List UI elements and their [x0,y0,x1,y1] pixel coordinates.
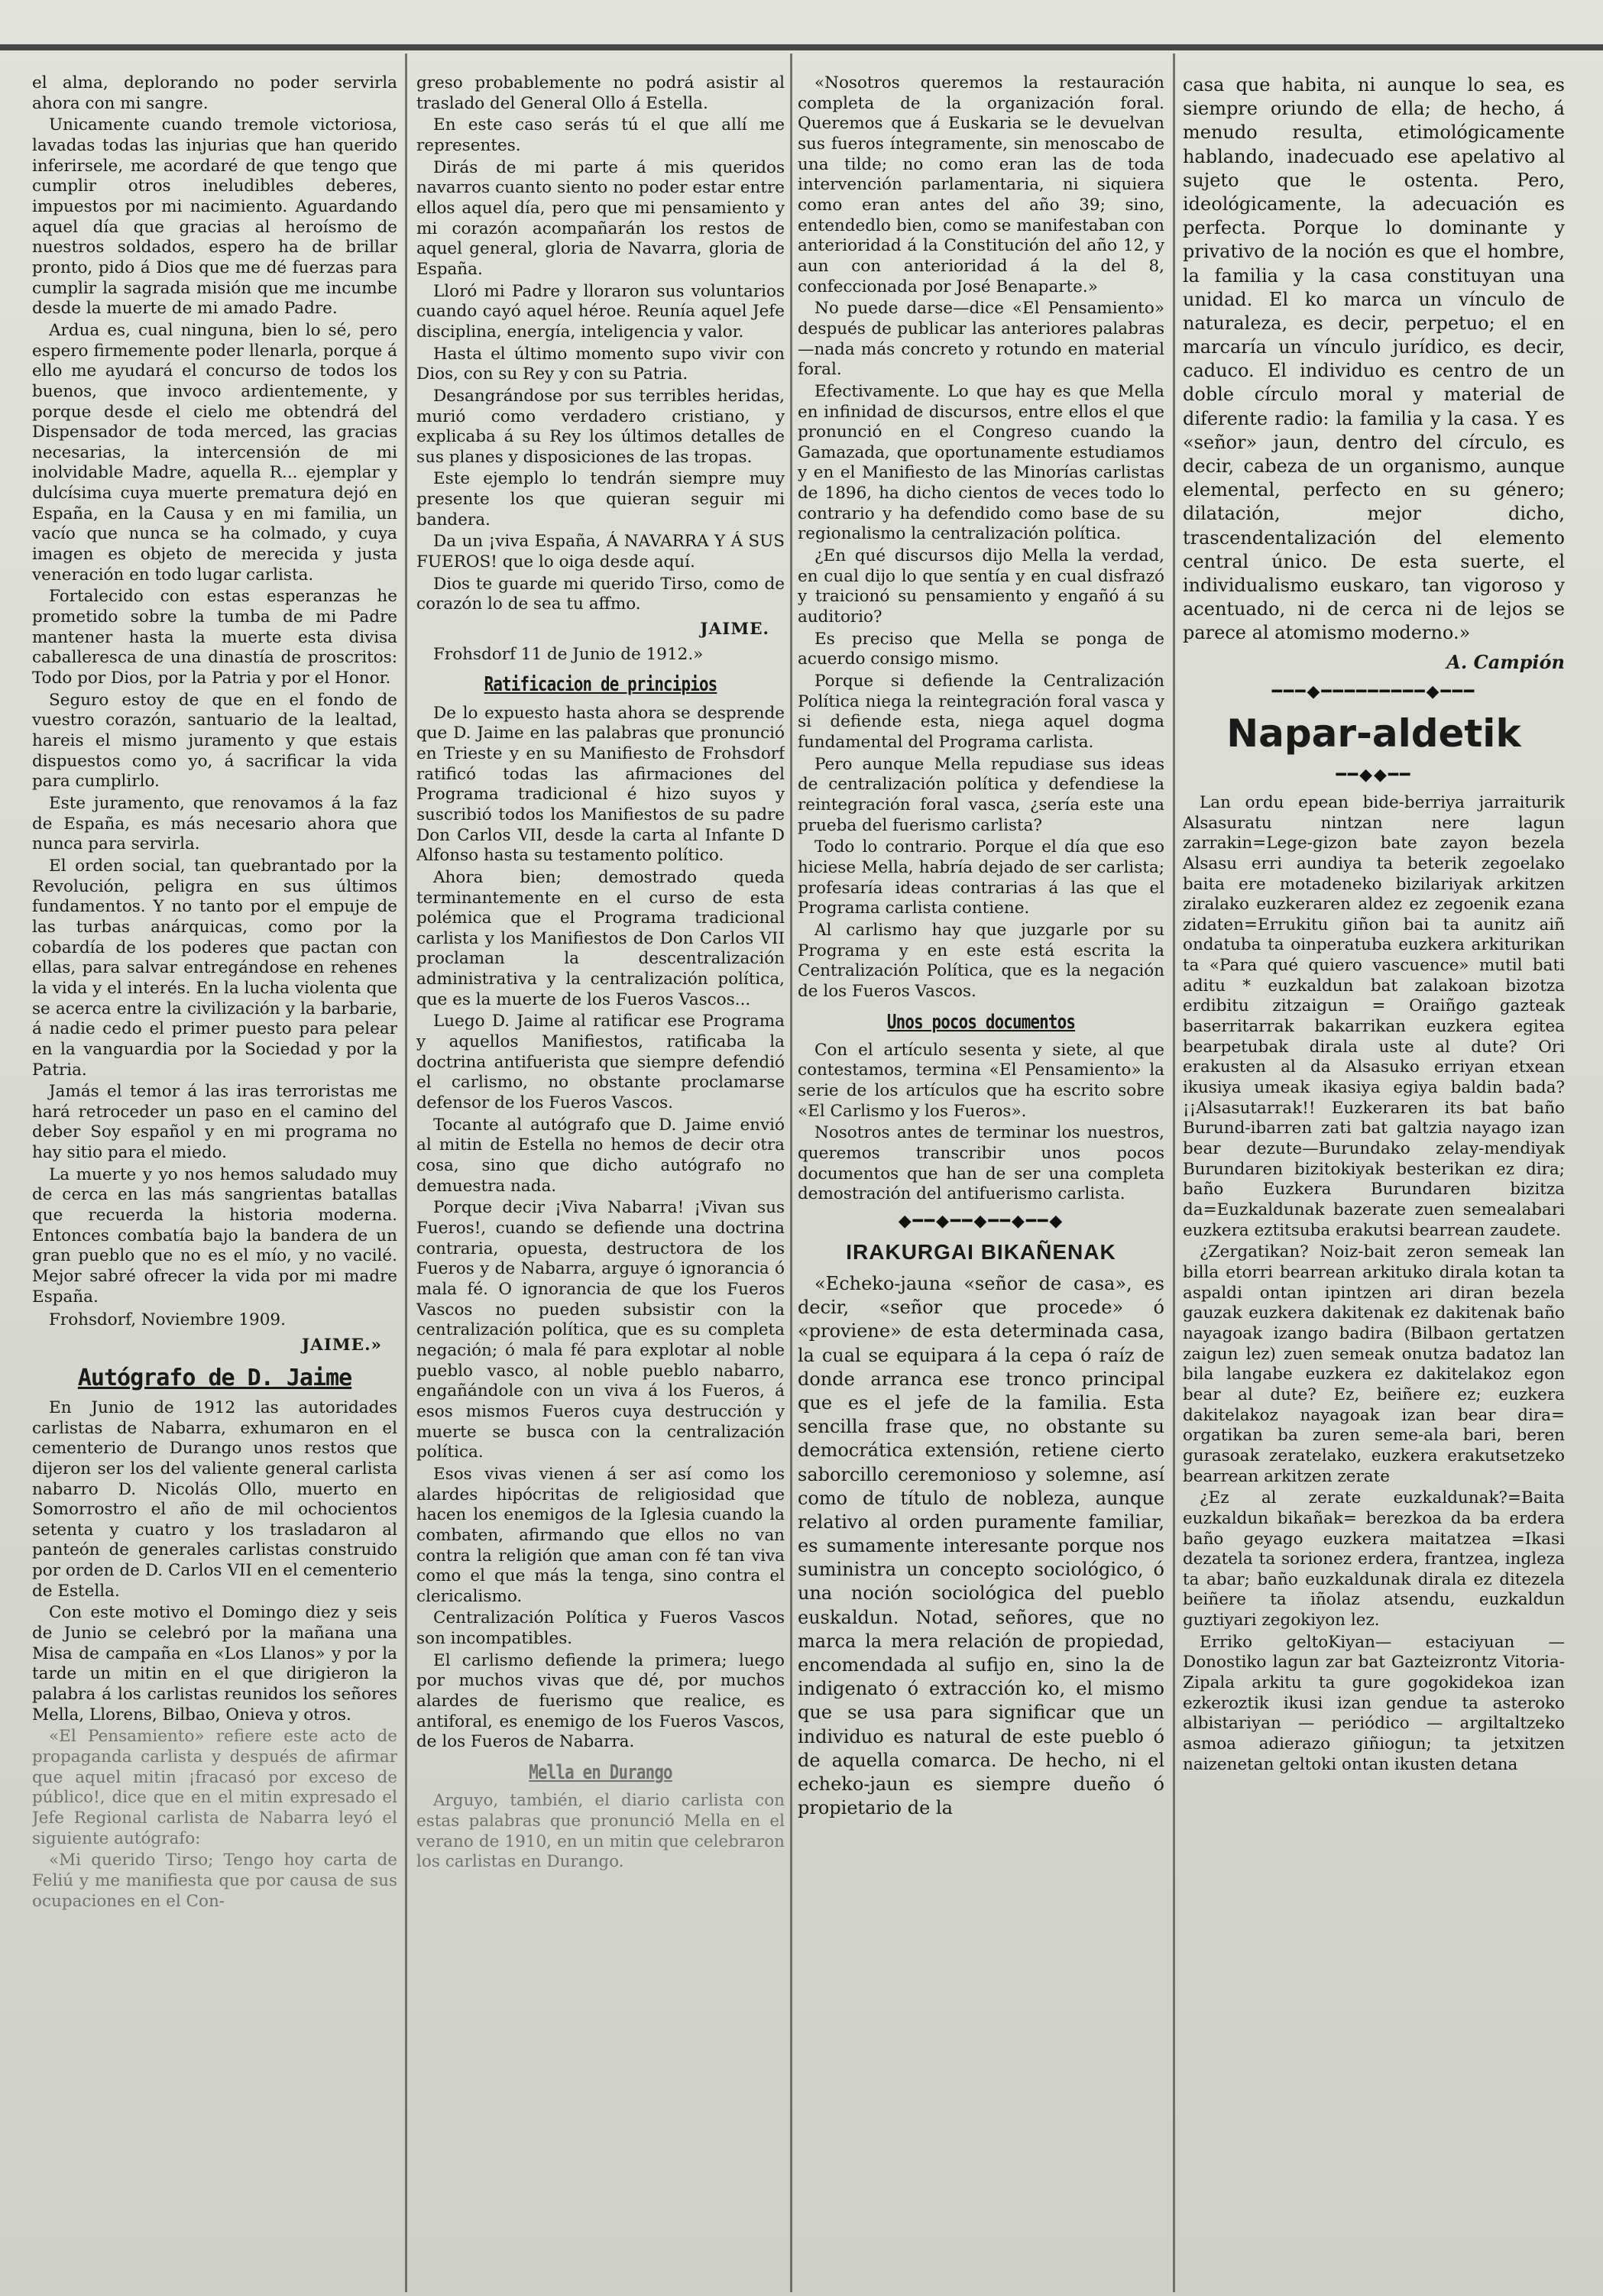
signature: JAIME.» [301,1336,382,1355]
dateline: Frohsdorf, Noviembre 1909. [49,1310,286,1330]
paragraph: casa que habita, ni aunque lo sea, es siempre oriundo de ella; de hecho, á menudo resulta, etimológicamente hablando, inadecuado ese apelativo al sujeto que le ostenta. Pero, ideológicamente, la adecuación es perfecta. Porque lo dominante y privativo de la noción es que el hombre, la familia y la casa constituyan una unidad. El ko marca un vínculo de naturaleza, es decir, perpetuo; el en marcaría un vínculo jurídico, es decir, caduco. El individuo es centro de un doble círculo moral y material de diferente radio: la familia y la casa. Y es «señor» jaun, dentro del círculo, es decir, cabeza de un organismo, aunque elemental, perfecto en su género; dilatación, mejor dicho, trascendentalización del elemento central único. De esta suerte, el individualismo euskaro, tan vigoroso y acentuado, ni de cerca ni de lejos se parece al atomismo moderno.» [1183,74,1565,644]
column-3 [798,73,1164,2281]
paragraph: greso probablemente no podrá asistir al traslado del General Ollo á Estella. [416,73,785,113]
paragraph: Centralización Política y Fueros Vascos son incompatibles. [416,1608,785,1649]
paragraph: En este caso serás tú el que allí me representes. [416,115,785,155]
section-heading: Napar-aldetik [1226,711,1521,756]
section-heading: Mella en Durango [529,1761,672,1785]
paragraph: Dirás de mi parte á mis queridos navarros cuanto siento no poder estar entre ellos aquel día, pero que mi pensamiento y mi corazón acompañarán los restos de aquel general, gloria de Navarra, gloria de España. [416,157,785,279]
section-heading: Autógrafo de D. Jaime [77,1364,352,1391]
paragraph: Arguyo, también, el diario carlista con estas palabras que pronunció Mella en el verano de 1910, en un mitin que celebraron los carlistas en Durango. [416,1791,785,1872]
paragraph: Con el artículo sesenta y siete, al que contestamos, termina «El Pensamiento» la serie de los artículos que ha escrito sobre «El Carlismo y los Fueros». [798,1040,1164,1121]
ornament-divider: ━━◆◆━━ [1336,766,1412,785]
paragraph: ¿Ez al zerate euzkaldunak?=Baita euzkaldun bikañak= berezkoa da ba erdera baño geyago euzkera maitatzea =Ikasi dezatela ta sorionez erdera, frantzea, ingleza ta abar; baño euzkaldunak dirala ez ditezela beiñere ta iñolaz atsendu, euzkaldun guztiyari zegokiyon lez. [1183,1488,1565,1631]
ornament-divider: ◆━━◆━━◆━━◆━━◆ [898,1212,1064,1232]
paragraph: Porque decir ¡Viva Nabarra! ¡Vivan sus Fueros!, cuando se defiende una doctrina contraria, opuesta, destructora de los Fueros y de Nabarra, arguye ó ignorancia ó mala fé. O ignorancia de que los Fueros Vascos no pueden subsistir con la centralización política, que es su completa negación; ó mala fé para explotar al noble pueblo vasco, al noble pueblo nabarro, engañándole con un viva á los Fueros, á esos mismos Fueros cuya destrucción y muerte se busca con la centralización política. [416,1198,785,1462]
paragraph: el alma, deplorando no poder servirla ahora con mi sangre. [32,73,397,113]
paragraph: Erriko geltoKiyan— estaciyuan — Donostiko lagun zar bat Gazteizrontz Vitoria-Zipala arkitu ta gure gogokidekoa izan ezkeroztik ikusi izan gendue ta asteroko albistariyan — periódico — argiltaltzeko asmoa adierazo giñiogun; ta jetxitzen naizenetan geltoki ontan ikusten detana [1183,1632,1565,1774]
paragraph: Al carlismo hay que juzgarle por su Programa y en este está escrita la Centralización Política, que es la negación de los Fueros Vascos. [798,920,1164,1001]
paragraph: Luego D. Jaime al ratificar ese Programa y aquellos Manifiestos, ratificaba la doctrina antifuerista que siempre defendió el carlismo, no obstante proclamarse defensor de los Fueros Vascos. [416,1012,785,1113]
column-rule [1173,53,1175,2292]
paragraph: Ahora bien; demostrado queda terminantemente en el curso de esta polémica que el Programa tradicional carlista y los Manifiestos de Don Carlos VII proclaman la descentralización administrativa y la centralización política, que es la muerte de los Fueros Vascos... [416,867,785,1009]
paragraph: Porque si defiende la Centralización Política niega la reintegración foral vasca y si defiende esta, niega aquel dogma fundamental del Programa carlista. [798,672,1164,752]
paragraph: No puede darse—dice «El Pensamiento» después de publicar las anteriores palabras—nada más concreto y rotundo en material foral. [798,299,1164,380]
paragraph: Este juramento, que renovamos á la faz de España, es más necesario ahora que nunca para servirla. [32,793,397,854]
paragraph: «El Pensamiento» refiere este acto de propaganda carlista y después de afirmar que aquel mitin ¡fracasó por exceso de público!, dice que en el mitin expresado el Jefe Regional carlista de Nabarra leyó el siguiente autógrafo: [32,1727,397,1848]
paragraph: Unicamente cuando tremole victoriosa, lavadas todas las injurias que han querido inferirsele, me acordaré de que tengo que cumplir otros ineludibles deberes, impuestos por mi nacimiento. Aguardando aquel día que gracias al heroísmo de nuestros soldados, espero ha de brillar pronto, pido á Dios que me dé fuerzas para cumplir la sagrada misión que me incumbe desde la muerte de mi amado Padre. [32,115,397,319]
paragraph: Seguro estoy de que en el fondo de vuestro corazón, santuario de la lealtad, hareis el mismo juramento y que estais dispuestos como yo, á sacrificar la vida para cumplirlo. [32,690,397,792]
paragraph: El carlismo defiende la primera; luego por muchos vivas que dé, por muchos alardes de fuerismo que realice, es antiforal, es enemigo de los Fueros Vascos, de los Fueros de Nabarra. [416,1650,785,1752]
paragraph: Con este motivo el Domingo diez y seis de Junio se celebró por la mañana una Misa de campaña en «Los Llanos» y por la tarde un mitin en el que dirigieron la palabra á los carlistas reunidos los señores Mella, Llorens, Bilbao, Onieva y otros. [32,1603,397,1724]
signature: JAIME. [700,620,769,640]
section-heading: Ratificacion de principios [484,673,717,697]
paragraph: Tocante al autógrafo que D. Jaime envió al mitin de Estella no hemos de decir otra cosa, sino que dicho autógrafo no demuestra nada. [416,1115,785,1196]
paragraph: Ardua es, cual ninguna, bien lo sé, pero espero firmemente poder llenarla, porque á ello me ayudará el concurso de todos los buenos, que invoco ardientemente, y porque desde el cielo me obtendrá del Dispensador de toda merced, las gracias necesarias, la intercensión de mi inolvidable Madre, aquella R... ejemplar y dulcísima cuya muerte prematura dejó en España, en la Causa y en mi familia, un vacío que nunca se ha colmado, y cuya imagen es objeto de merecida y justa veneración en todo lugar carlista. [32,320,397,585]
paragraph: Pero aunque Mella repudiase sus ideas de centralización política y defendiese la reintegración foral vasca, ¿sería este una prueba del fuerismo carlista? [798,754,1164,835]
section-heading: IRAKURGAI BIKAÑENAK [846,1240,1116,1265]
column-rule [405,53,407,2292]
dateline: Frohsdorf 11 de Junio de 1912.» [433,644,704,664]
paragraph: El orden social, tan quebrantado por la Revolución, peligra en sus últimos fundamentos. Y no tanto por el empuje de las turbas anárquicas, como por la cobardía de los poderes que pactan con ellas, para salvar entregándose en rehenes la vida y el interés. En la lucha violenta que se acerca entre la civilización y la barbarie, á nadie cedo el primer puesto para pelear en la vanguardia por la Sociedad y por la Patria. [32,856,397,1080]
column-rule [790,53,792,2292]
paragraph: ¿Zergatikan? Noiz-bait zeron semeak lan billa etorri bearrean arkituko dirala kotan ta aspaldi ontan ipintzen ari diran bezela gauzak euzkera dakitenak ez dakitenak baño nayagoak izango badira (Bilbaon gertatzen zaigun lez) zuen semeak onutza badatoz lan bila langabe euzkera ez dakitelakoz egon bear al dute? Ez, beiñere ez; euzkera dakitelakoz nayagoak izan bear dira= orgatikan ba zuren seme-ala bari, beren gurasoak zeratelako, euzkera erakutsetzeko bearrean arkitzen zerate [1183,1242,1565,1486]
paragraph: Esos vivas vienen á ser así como los alardes hipócritas de religiosidad que hacen los enemigos de la Iglesia cuando la combaten, afirmando que ellos no van contra la religión que aman con fé tan viva como el que más la tenga, sino contra el clericalismo. [416,1464,785,1606]
paragraph: Efectivamente. Lo que hay es que Mella en infinidad de discursos, entre ellos el que pronunció en el Congreso cuando la Gamazada, que oportunamente estudiamos y en el Manifiesto de las Minorías carlistas de 1896, ha dicho cientos de veces todo lo contrario y ha defendido como base de su regionalismo la centralización política. [798,381,1164,544]
top-rule [0,44,1603,50]
paragraph: Es preciso que Mella se ponga de acuerdo consigo mismo. [798,629,1164,669]
paragraph: Dios te guarde mi querido Tirso, como de corazón lo de sea tu affmo. [416,574,785,614]
paragraph: Este ejemplo lo tendrán siempre muy presente los que quieran seguir mi bandera. [416,469,785,529]
paragraph: En Junio de 1912 las autoridades carlistas de Nabarra, exhumaron en el cementerio de Durango unos restos que dijeron ser los del valiente general carlista nabarro D. Nicolás Ollo, muerto en Somorrostro el año de mil ochocientos setenta y cuatro y los trasladaron al panteón de generales carlistas construido por orden de D. Carlos VII en el cementerio de Estella. [32,1397,397,1601]
paragraph: Lan ordu epean bide-berriya jarraiturik Alsasuratu nintzan nere lagun zarrakin=Lege-gizon bate zayon bezela Alsasu erri aundiya ta beterik zegoelako baita ere motadeneko bizilariyak arkitzen ziralako euzkeraren aldez ez zegoenik ezana zidaten=Errukitu giñon bai ta aunitz aiñ ondatuba ta oinperatuba euzkera arkiturikan ta «Para qué quiero vascuence» mutil bati aditu * euzkaldun bat zalakoan bizotza erdibitu zitzaigun = Oraiñgo gazteak baserritarrak bakarrikan euzkera egitea bearpetubak dirala uste al dute? Ori erakusten al da Alsasuko erriyan etxean ikusiya umeak ikasiya egiya baldin bada? ¡¡Alsasutarrak!! Euzkeraren its bat baño Burund-ibarren zati bat galtzia nayago izan bear dezute—Burundako zelay-mendiyak Burundaren bizitokiyak besterikan ez dira; baño Euzkera Burundaren bizitza da=Euzkaldunak bazerate zuen semealabari euzkera eztitsuba erakutsi bearrean zaudete. [1183,792,1565,1240]
paragraph: «Mi querido Tirso; Tengo hoy carta de Feliú y me manifiesta que por causa de sus ocupaciones en el Con- [32,1851,397,1911]
paragraph: «Nosotros queremos la restauración completa de la organización foral. Queremos que á Euskaria se le devuelvan sus fueros íntegramente, sin menoscabo de una tilde; no como eran las de toda intervención parlamentaria, ni siquiera como eran antes del año 39; sino, entendedlo bien, como se manifestaban con anterioridad á la Constitución del año 12, y aun con anterioridad á la del 8, confeccionada por José Benaparte.» [798,73,1164,296]
byline: A. Campión [1446,650,1565,673]
section-heading: Unos pocos documentos [886,1010,1076,1034]
paragraph: De lo expuesto hasta ahora se desprende que D. Jaime en las palabras que pronunció en Trieste y en su Manifiesto de Frohsdorf ratificó todas las afirmaciones del Programa tradicional é hizo suyos y suscribió todos los Manifiestos de su padre Don Carlos VII, desde la carta al Infante D Alfonso hasta su testamento político. [416,703,785,866]
column-1 [32,73,397,2281]
paragraph: Fortalecido con estas esperanzas he prometido sobre la tumba de mi Padre mantener hasta la muerte esta divisa caballeresca de una dinastía de proscritos: Todo por Dios, por la Patria y por el Honor. [32,587,397,688]
paragraph: La muerte y yo nos hemos saludado muy de cerca en las más sangrientas batallas que recuerda la historia moderna. Entonces combatía bajo la bandera de un gran pueblo que no es el mío, y no vacilé. Mejor sabré ofrecer la vida por mi madre España. [32,1164,397,1307]
paragraph: Desangrándose por sus terribles heridas, murió como verdadero cristiano, y explicaba á su Rey los últimos detalles de sus planes y disposiciones de las tropas. [416,386,785,467]
paragraph: Hasta el último momento supo vivir con Dios, con su Rey y con su Patria. [416,344,785,384]
paragraph: Jamás el temor á las iras terroristas me hará retroceder un paso en el camino del deber Soy español y en mi programa no hay sitio para el miedo. [32,1082,397,1163]
paragraph: Nosotros antes de terminar los nuestros, queremos transcribir unos pocos documentos que han de ser una completa demostración del antifuerismo carlista. [798,1123,1164,1204]
column-4 [1183,73,1565,2281]
column-2 [416,73,785,2281]
paragraph: Lloró mi Padre y lloraron sus voluntarios cuando cayó aquel héroe. Reunía aquel Jefe disciplina, energía, inteligencia y valor. [416,281,785,342]
ornament-divider: ━━━◆━━━━━━━━━◆━━━ [1271,682,1476,701]
paragraph: Todo lo contrario. Porque el día que eso hiciese Mella, habría dejado de ser carlista; profesaría ideas contrarias á las que el Programa carlista contiene. [798,837,1164,918]
paragraph: Da un ¡viva España, Á NAVARRA Y Á SUS FUEROS! que lo oiga desde aquí. [416,532,785,572]
paragraph: ¿En qué discursos dijo Mella la verdad, en cual dijo lo que sentía y en cual disfrazó y traicionó su pensamiento y engañó á su auditorio? [798,546,1164,627]
paragraph: «Echeko-jauna «señor de casa», es decir, «señor que procede» ó «proviene» de esta determinada casa, la cual se equipara á la cepa ó raíz de donde arranca ese tronco principal que es el jefe de la familia. Esta sencilla frase que, no obstante su democrática extensión, retiene cierto saborcillo ceremonioso y solemne, así como de título de nobleza, aunque relativo al orden puramente familiar, es sumamente interesante porque nos suministra un concepto sociológico, ó una noción sociológica del pueblo euskaldun. Notad, señores, que no marca la mera relación de propiedad, encomendada al sufijo en, sino la de indigenato ó extracción ko, el mismo que se usa para significar que un individuo es natural de este pueblo ó de aquella comarca. De hecho, ni el echeko-jaun es siempre dueño ó propietario de la [798,1273,1164,1819]
